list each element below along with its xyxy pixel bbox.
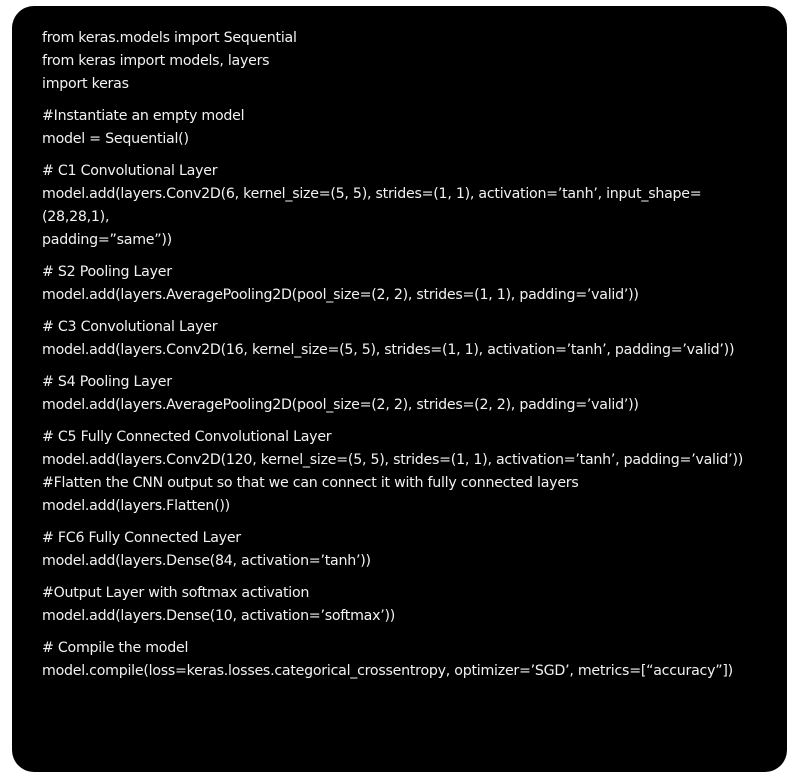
code-line: model.add(layers.Conv2D(16, kernel_size=(5, 5), strides=(1, 1), activation=’tanh’, padding=’valid’)) xyxy=(42,342,735,358)
code-comment: #Flatten the CNN output so that we can connect it with fully connected layers xyxy=(42,475,579,491)
code-line: model.add(layers.AveragePooling2D(pool_size=(2, 2), strides=(1, 1), padding=’valid’)) xyxy=(42,287,639,303)
code-line: padding=”same”)) xyxy=(42,232,172,248)
code-block-s4 xyxy=(42,371,757,417)
code-block-c3 xyxy=(42,316,757,362)
code-comment: # C1 Convolutional Layer xyxy=(42,163,218,179)
code-block-output xyxy=(42,582,757,628)
code-line: import keras xyxy=(42,76,129,92)
code-line: model.add(layers.Dense(84, activation=’tanh’)) xyxy=(42,553,371,569)
code-block-instantiate xyxy=(42,105,757,151)
code-line: model.compile(loss=keras.losses.categorical_crossentropy, optimizer=’SGD’, metrics=[“accuracy”]) xyxy=(42,663,733,679)
code-block-compile xyxy=(42,637,757,683)
code-comment: # S2 Pooling Layer xyxy=(42,264,172,280)
code-panel xyxy=(12,6,787,772)
code-comment: # FC6 Fully Connected Layer xyxy=(42,530,241,546)
code-line: model = Sequential() xyxy=(42,131,189,147)
code-line: from keras import models, layers xyxy=(42,53,270,69)
code-block-fc6 xyxy=(42,527,757,573)
code-block-s2 xyxy=(42,261,757,307)
code-line: model.add(layers.Conv2D(6, kernel_size=(5, 5), strides=(1, 1), activation=’tanh’, input_shape=(28,28,1), xyxy=(42,186,702,225)
code-block-c5 xyxy=(42,426,757,518)
code-comment: # C5 Fully Connected Convolutional Layer xyxy=(42,429,332,445)
code-line: model.add(layers.AveragePooling2D(pool_size=(2, 2), strides=(2, 2), padding=’valid’)) xyxy=(42,397,639,413)
code-block-imports xyxy=(42,27,757,96)
code-comment: # S4 Pooling Layer xyxy=(42,374,172,390)
code-comment: # Compile the model xyxy=(42,640,189,656)
code-line: from keras.models import Sequential xyxy=(42,30,297,46)
code-line: model.add(layers.Conv2D(120, kernel_size=(5, 5), strides=(1, 1), activation=’tanh’, padding=’valid’)) xyxy=(42,452,744,468)
code-comment: # C3 Convolutional Layer xyxy=(42,319,218,335)
code-comment: #Output Layer with softmax activation xyxy=(42,585,310,601)
code-line: model.add(layers.Dense(10, activation=’softmax’)) xyxy=(42,608,396,624)
code-line: model.add(layers.Flatten()) xyxy=(42,498,230,514)
code-comment: #Instantiate an empty model xyxy=(42,108,245,124)
code-block-c1 xyxy=(42,160,757,252)
